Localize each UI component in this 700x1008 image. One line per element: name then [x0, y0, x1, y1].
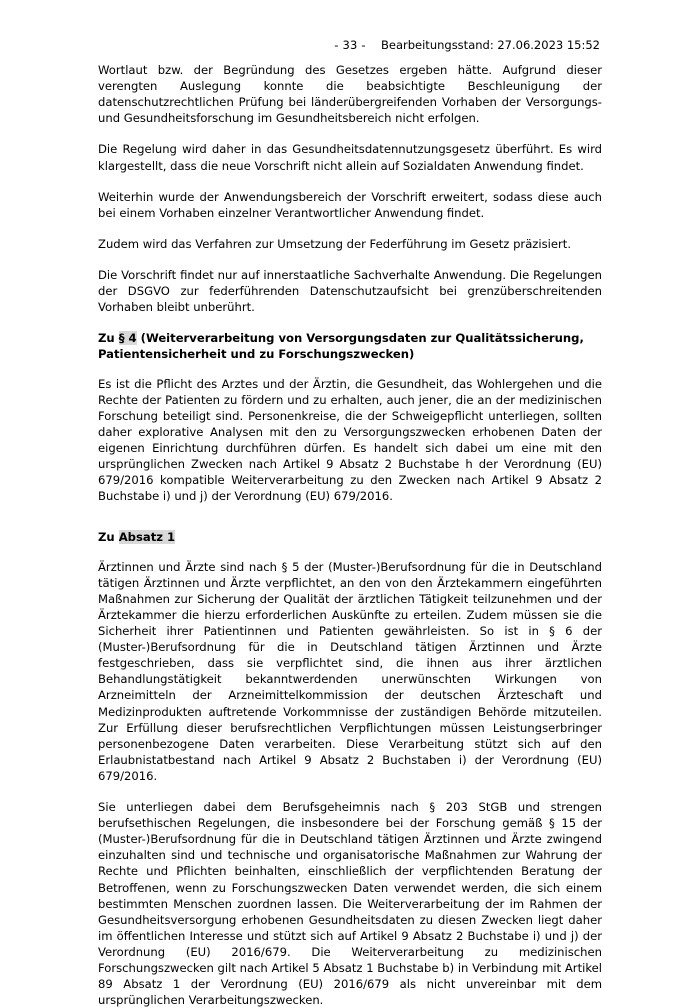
section-heading	[98, 330, 602, 362]
subsection-heading-highlight: Absatz 1	[118, 530, 176, 545]
document-body	[98, 62, 602, 1008]
paragraph: Wortlaut bzw. der Begründung des Gesetzes ergeben hätte. Aufgrund dieser verengten Auslegung konnte die beabsichtigte Beschleunigung der datenschutzrechtlichen Prüfung bei länderübergreifenden Vorhaben der Versorgungs- und Gesundheitsforschung im Gesundheitsbereich nicht erfolgen.	[98, 63, 602, 126]
paragraph: Zudem wird das Verfahren zur Umsetzung der Federführung im Gesetz präzisiert.	[98, 236, 572, 251]
paragraph: Die Regelung wird daher in das Gesundheitsdatennutzungsgesetz überführt. Es wird klargestellt, dass die neue Vorschrift nicht allein auf Sozialdaten Anwendung findet.	[98, 142, 602, 173]
paragraph: Weiterhin wurde der Anwendungsbereich der Vorschrift erweitert, sodass diese auch bei einem Vorhaben einzelner Verantwortlicher Anwendung findet.	[98, 189, 602, 220]
spacer	[98, 519, 602, 523]
subsection-heading	[98, 529, 602, 545]
edit-status: Bearbeitungsstand: 27.06.2023 15:52	[381, 38, 600, 52]
page-number: - 33 -	[334, 38, 366, 52]
section-heading-suffix: (Weiterverarbeitung von Versorgungsdaten zur Qualitätssicherung, Patientensicherheit und zu Forschungszwecken)	[98, 331, 584, 362]
paragraph: Sie unterliegen dabei dem Berufsgeheimnis nach § 203 StGB und strengen berufsethischen Regelungen, die insbesondere bei der Forschung gemäß § 15 der (Muster-)Berufsordnung für die in Deutschland tätigen Ärztinnen und Ärzte zwingend einzuhalten sind und technische und organisatorische Maßnahmen zur Wahrung der Rechte und Pflichten beinhalten, einschließlich der verpflichtenden Beratung der Betroffenen, wenn zu Forschungszwecken Daten verwendet werden, die sich einem bestimmten Menschen zuordnen lassen. Die Weiterverarbeitung der im Rahmen der Gesundheitsversorgung erhobenen Gesundheitsdaten zu diesen Zwecken liegt daher im öffentlichen Interesse und stützt sich auf Artikel 9 Absatz 2 Buchstabe i) und j) der Verordnung (EU) 2016/679. Die Weiterverarbeitung zu medizinischen Forschungszwecken gilt nach Artikel 5 Absatz 1 Buchstabe b) in Verbindung mit Artikel 89 Absatz 1 der Verordnung (EU) 2016/679 als nicht unvereinbar mit dem ursprünglichen Verarbeitungszwecken.	[98, 800, 602, 1008]
section-heading-highlight: § 4	[118, 331, 137, 346]
paragraph: Die Vorschrift findet nur auf innerstaatliche Sachverhalte Anwendung. Die Regelungen der DSGVO zur federführenden Datenschutzaufsicht bei grenzüberschreitenden Vorhaben bleibt unberührt.	[98, 267, 602, 315]
section-heading-prefix: Zu	[98, 331, 119, 346]
page-header	[0, 38, 700, 54]
subsection-heading-prefix: Zu	[98, 530, 119, 545]
paragraph: Es ist die Pflicht des Arztes und der Ärztin, die Gesundheit, das Wohlergehen und die Rechte der Patienten zu fördern und zu erhalten, auch jener, die an der medizinischen Forschung beteiligt sind. Personenkreise, die der Schweigepflicht unterliegen, sollten daher explorative Analysen mit den zu Versorgungszwecken erhobenen Daten der eigenen Einrichtung durchführen dürfen. Es handelt sich dabei um eine mit den ursprünglichen Zwecken nach Artikel 9 Absatz 2 Buchstabe h der Verordnung (EU) 679/2016 kompatible Weiterverarbeitung zu den Zwecken nach Artikel 9 Absatz 2 Buchstabe i) und j) der Verordnung (EU) 679/2016.	[98, 376, 602, 504]
paragraph: Ärztinnen und Ärzte sind nach § 5 der (Muster-)Berufsordnung für die in Deutschland tätigen Ärztinnen und Ärzte verpflichtet, an den von den Ärztekammern eingeführten Maßnahmen zur Sicherung der Qualität der ärztlichen Tätigkeit teilzunehmen und der Ärztekammer die hierzu erforderlichen Auskünfte zu erteilen. Zudem müssen sie die Sicherheit ihrer Patientinnen und Patienten gewährleisten. So ist in § 6 der (Muster-)Berufsordnung für die in Deutschland tätigen Ärztinnen und Ärzte festgeschrieben, dass sie verpflichtet sind, die ihnen aus ihrer ärztlichen Behandlungstätigkeit bekanntwerdenden unerwünschten Wirkungen von Arzneimitteln der Arzneimittelkommission der deutschen Ärzteschaft und Medizinprodukten auftretende Vorkommnisse der zuständigen Behörde mitzuteilen. Zur Erfüllung dieser berufsrechtlichen Verpflichtungen müssen Leistungserbringer personenbezogene Daten verarbeiten. Diese Verarbeitung stützt sich auf den Erlaubnistatbestand nach Artikel 9 Absatz 2 Buchstaben i) der Verordnung (EU) 679/2016.	[98, 559, 602, 783]
